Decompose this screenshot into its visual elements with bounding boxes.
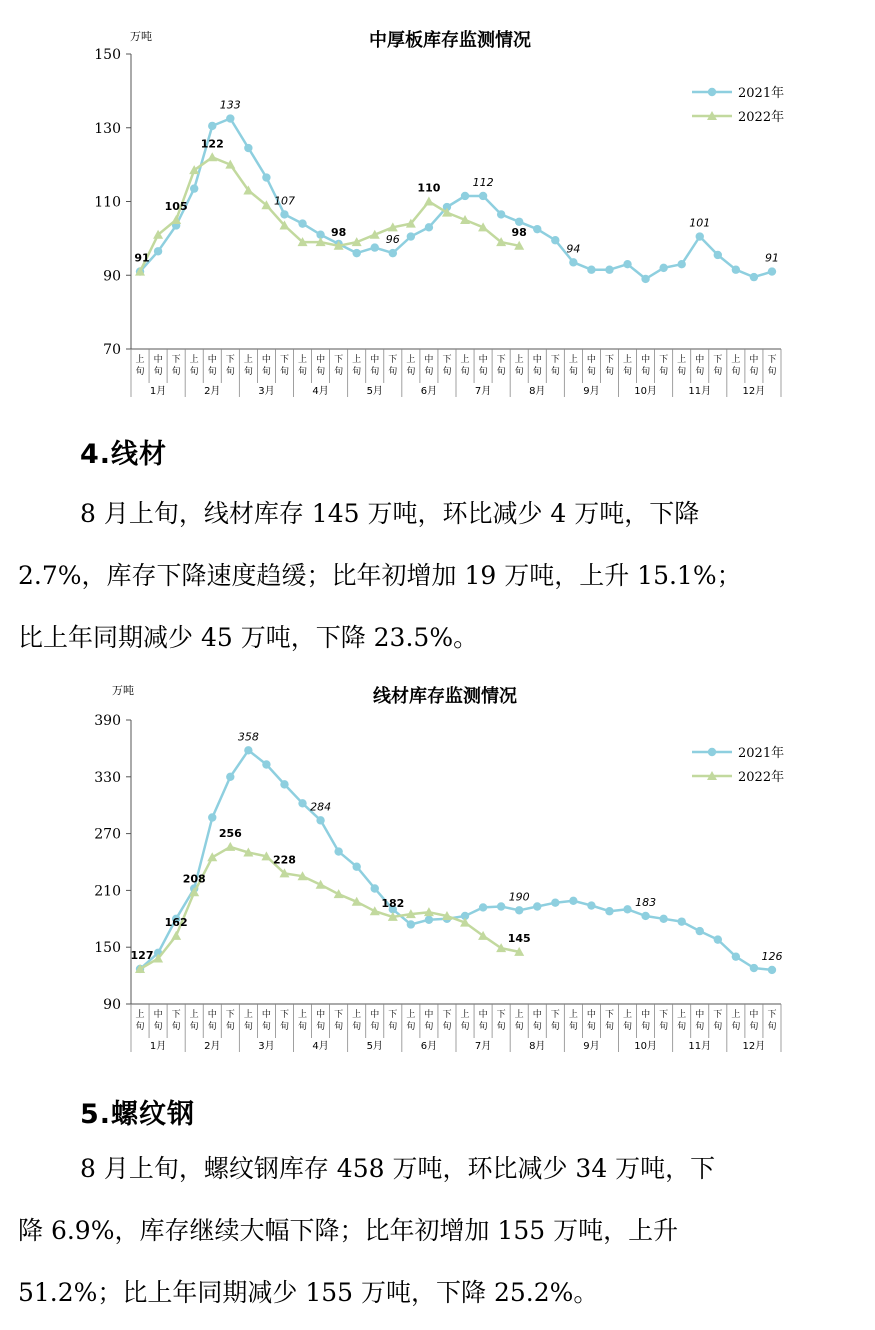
x-tick-label-top: 上	[189, 1010, 199, 1020]
x-tick-label-bottom: 旬	[316, 367, 326, 377]
x-tick-label-top: 中	[641, 1010, 651, 1020]
x-tick-label-bottom: 旬	[261, 367, 271, 377]
data-point-2021	[696, 232, 704, 240]
data-point-2021	[623, 905, 631, 913]
x-tick-label-top: 下	[496, 355, 506, 365]
x-tick-label-top: 中	[586, 355, 596, 365]
x-tick-label-top: 中	[370, 1010, 380, 1020]
x-tick-label-bottom: 旬	[135, 1022, 145, 1032]
data-label: 182	[381, 896, 405, 910]
data-point-2021	[461, 192, 469, 200]
data-point-2021	[641, 912, 649, 920]
data-point-2021	[226, 114, 234, 122]
x-tick-label-top: 下	[171, 1010, 181, 1020]
x-tick-label-bottom: 旬	[659, 367, 669, 377]
x-tick-label-bottom: 旬	[641, 367, 651, 377]
x-tick-label-top: 上	[677, 355, 687, 365]
section-5-line-2: 降 6.9%，库存继续大幅下降；比年初增加 155 万吨，上升	[18, 1216, 679, 1245]
y-tick-label: 330	[94, 769, 121, 786]
series-line-2022年	[140, 847, 519, 969]
x-month-label: 12月	[742, 386, 766, 397]
section-5-paragraph	[18, 1138, 860, 1324]
x-tick-label-bottom: 旬	[153, 1022, 163, 1032]
data-label: 133	[219, 98, 241, 112]
x-month-label: 1月	[149, 386, 167, 397]
x-tick-label-bottom: 旬	[460, 367, 470, 377]
x-month-label: 8月	[529, 386, 546, 397]
x-tick-label-bottom: 旬	[279, 367, 289, 377]
data-label: 162	[164, 915, 188, 929]
x-tick-label-bottom: 旬	[279, 1022, 289, 1032]
x-tick-label-top: 中	[207, 355, 217, 365]
data-label: 122	[200, 137, 224, 151]
x-tick-label-top: 中	[695, 1010, 705, 1020]
data-point-2021	[298, 799, 306, 807]
x-tick-label-top: 上	[568, 355, 578, 365]
x-tick-label-top: 下	[550, 355, 560, 365]
data-point-2021	[316, 816, 324, 824]
x-tick-label-top: 上	[243, 1010, 253, 1020]
x-tick-label-top: 下	[496, 1010, 506, 1020]
data-point-2022	[225, 842, 235, 851]
data-point-2022	[424, 197, 434, 206]
x-tick-label-top: 下	[334, 1010, 344, 1020]
plate-inventory-chart	[0, 0, 875, 400]
x-tick-label-top: 中	[749, 1010, 759, 1020]
y-tick-label: 390	[94, 713, 121, 729]
x-tick-label-bottom: 旬	[767, 1022, 777, 1032]
x-tick-label-bottom: 旬	[334, 1022, 344, 1032]
y-tick-label: 90	[103, 268, 121, 285]
data-point-2021	[641, 275, 649, 283]
x-tick-label-top: 中	[370, 355, 380, 365]
legend-label: 2021年	[738, 86, 785, 101]
x-month-label: 5月	[366, 386, 383, 397]
x-tick-label-top: 中	[261, 1010, 271, 1020]
data-point-2021	[677, 917, 685, 925]
data-label: 105	[164, 199, 188, 213]
x-tick-label-bottom: 旬	[243, 1022, 253, 1032]
chart-title: 线材库存监测情况	[373, 686, 517, 707]
x-tick-label-top: 上	[568, 1010, 578, 1020]
data-label: 112	[472, 175, 494, 189]
x-tick-label-top: 上	[406, 355, 416, 365]
wire-rod-inventory-chart-svg	[0, 676, 875, 1056]
x-tick-label-bottom: 旬	[388, 1022, 398, 1032]
x-tick-label-bottom: 旬	[225, 367, 235, 377]
data-point-2021	[677, 260, 685, 268]
x-tick-label-top: 下	[225, 355, 235, 365]
x-tick-label-top: 下	[442, 355, 452, 365]
x-tick-label-bottom: 旬	[550, 1022, 560, 1032]
x-tick-label-bottom: 旬	[514, 1022, 524, 1032]
x-tick-label-top: 中	[478, 1010, 488, 1020]
x-tick-label-bottom: 旬	[496, 367, 506, 377]
data-point-2021	[750, 964, 758, 972]
data-point-2021	[497, 210, 505, 218]
data-point-2021	[515, 906, 523, 914]
section-4-heading: 4.线材	[80, 439, 168, 470]
x-tick-label-bottom: 旬	[460, 1022, 470, 1032]
x-tick-label-bottom: 旬	[604, 1022, 614, 1032]
data-point-2021	[605, 266, 613, 274]
x-tick-label-bottom: 旬	[352, 367, 362, 377]
x-month-label: 7月	[474, 1041, 492, 1052]
x-tick-label-top: 中	[695, 355, 705, 365]
x-tick-label-top: 下	[171, 355, 181, 365]
data-point-2021	[371, 243, 379, 251]
x-month-label: 10月	[634, 386, 657, 397]
y-tick-label: 210	[94, 883, 121, 900]
data-point-2021	[659, 264, 667, 272]
x-tick-label-bottom: 旬	[731, 1022, 741, 1032]
x-tick-label-bottom: 旬	[442, 1022, 452, 1032]
data-point-2021	[190, 184, 198, 192]
x-month-label: 8月	[529, 1041, 546, 1052]
x-tick-label-top: 下	[604, 355, 614, 365]
x-tick-label-top: 上	[514, 1010, 524, 1020]
x-tick-label-bottom: 旬	[623, 367, 633, 377]
data-point-2021	[389, 249, 397, 257]
x-tick-label-bottom: 旬	[334, 367, 344, 377]
data-point-2021	[407, 232, 415, 240]
x-tick-label-bottom: 旬	[424, 1022, 434, 1032]
x-tick-label-bottom: 旬	[171, 367, 181, 377]
x-tick-label-bottom: 旬	[189, 367, 199, 377]
section-5-heading: 5.螺纹钢	[80, 1099, 196, 1130]
x-tick-label-bottom: 旬	[767, 367, 777, 377]
x-tick-label-top: 上	[514, 355, 524, 365]
data-point-2021	[533, 902, 541, 910]
x-tick-label-top: 下	[279, 1010, 289, 1020]
data-point-2021	[479, 192, 487, 200]
x-tick-label-top: 上	[298, 1010, 308, 1020]
x-tick-label-top: 上	[623, 1010, 633, 1020]
data-point-2021	[262, 760, 270, 768]
data-point-2021	[551, 236, 559, 244]
x-tick-label-top: 下	[659, 355, 669, 365]
series-line-2022年	[140, 157, 519, 271]
data-point-2021	[208, 122, 216, 130]
x-tick-label-top: 下	[334, 355, 344, 365]
data-point-2021	[768, 966, 776, 974]
x-tick-label-top: 下	[442, 1010, 452, 1020]
x-tick-label-bottom: 旬	[406, 367, 416, 377]
x-month-label: 7月	[474, 386, 492, 397]
x-tick-label-top: 下	[767, 355, 777, 365]
data-point-2021	[479, 903, 487, 911]
x-tick-label-top: 下	[550, 1010, 560, 1020]
section-5-line-1: 8 月上旬，螺纹钢库存 458 万吨，环比减少 34 万吨，下	[80, 1154, 716, 1183]
legend-label: 2021年	[738, 746, 785, 761]
x-tick-label-bottom: 旬	[532, 367, 542, 377]
y-axis-unit-label: 万吨	[130, 30, 152, 43]
data-label: 94	[566, 242, 581, 256]
data-point-2021	[280, 780, 288, 788]
data-label: 98	[330, 225, 347, 239]
x-tick-label-bottom: 旬	[261, 1022, 271, 1032]
x-tick-label-top: 中	[424, 355, 434, 365]
x-tick-label-top: 下	[388, 1010, 398, 1020]
data-point-2021	[262, 173, 270, 181]
data-point-2021	[407, 920, 415, 928]
x-tick-label-top: 中	[153, 1010, 163, 1020]
data-point-2021	[605, 907, 613, 915]
y-tick-label: 130	[94, 120, 121, 137]
x-tick-label-top: 上	[623, 355, 633, 365]
x-tick-label-top: 中	[749, 355, 759, 365]
x-tick-label-top: 中	[586, 1010, 596, 1020]
x-tick-label-top: 下	[713, 355, 723, 365]
x-tick-label-top: 中	[316, 1010, 326, 1020]
data-point-2021	[569, 258, 577, 266]
data-point-2021	[371, 884, 379, 892]
x-tick-label-top: 上	[189, 355, 199, 365]
data-point-2021	[280, 210, 288, 218]
data-label: 208	[182, 872, 206, 886]
x-month-label: 10月	[634, 1041, 657, 1052]
x-tick-label-top: 下	[659, 1010, 669, 1020]
x-tick-label-bottom: 旬	[604, 367, 614, 377]
data-point-2021	[352, 863, 360, 871]
data-point-2021	[569, 897, 577, 905]
x-month-label: 11月	[688, 386, 712, 397]
data-label: 107	[273, 194, 295, 208]
data-point-2021	[696, 927, 704, 935]
x-tick-label-bottom: 旬	[586, 1022, 596, 1032]
data-label: 96	[385, 233, 400, 247]
data-point-2021	[768, 267, 776, 275]
data-label: 284	[310, 800, 332, 814]
x-tick-label-top: 中	[316, 355, 326, 365]
data-point-2021	[425, 223, 433, 231]
legend-marker	[708, 748, 716, 756]
data-point-2021	[659, 915, 667, 923]
x-tick-label-bottom: 旬	[189, 1022, 199, 1032]
y-axis-unit-label: 万吨	[112, 684, 134, 697]
x-tick-label-bottom: 旬	[171, 1022, 181, 1032]
x-tick-label-bottom: 旬	[135, 367, 145, 377]
data-label: 145	[507, 931, 531, 945]
x-tick-label-bottom: 旬	[153, 367, 163, 377]
data-point-2021	[714, 251, 722, 259]
x-tick-label-bottom: 旬	[695, 1022, 705, 1032]
x-month-label: 1月	[149, 1041, 167, 1052]
data-point-2021	[551, 899, 559, 907]
x-month-label: 6月	[420, 386, 438, 397]
legend-label: 2022年	[738, 770, 785, 785]
data-label: 126	[761, 949, 783, 963]
data-point-2021	[714, 935, 722, 943]
x-tick-label-top: 下	[604, 1010, 614, 1020]
legend-label: 2022年	[738, 110, 785, 125]
data-point-2021	[750, 273, 758, 281]
x-tick-label-bottom: 旬	[713, 1022, 723, 1032]
x-month-label: 12月	[742, 1041, 766, 1052]
data-point-2021	[732, 266, 740, 274]
x-month-label: 4月	[312, 386, 329, 397]
x-tick-label-bottom: 旬	[586, 367, 596, 377]
plate-inventory-chart-svg	[0, 0, 875, 400]
data-point-2021	[226, 773, 234, 781]
data-point-2021	[244, 746, 252, 754]
data-label: 190	[508, 890, 530, 904]
x-tick-label-bottom: 旬	[713, 367, 723, 377]
x-tick-label-top: 中	[532, 355, 542, 365]
x-tick-label-top: 上	[460, 1010, 470, 1020]
x-tick-label-bottom: 旬	[298, 367, 308, 377]
legend-marker	[708, 88, 716, 96]
data-label: 110	[417, 181, 441, 195]
series-line-2021年	[140, 750, 772, 970]
data-label: 256	[218, 826, 242, 840]
x-month-label: 9月	[583, 1041, 600, 1052]
x-tick-label-bottom: 旬	[514, 367, 524, 377]
x-tick-label-bottom: 旬	[316, 1022, 326, 1032]
data-point-2021	[533, 225, 541, 233]
x-tick-label-top: 上	[731, 355, 741, 365]
data-point-2022	[171, 931, 181, 940]
data-point-2021	[244, 144, 252, 152]
data-point-2021	[352, 249, 360, 257]
data-point-2021	[154, 247, 162, 255]
x-tick-label-bottom: 旬	[568, 1022, 578, 1032]
data-label: 101	[689, 216, 711, 230]
x-tick-label-top: 中	[478, 355, 488, 365]
x-tick-label-bottom: 旬	[298, 1022, 308, 1032]
x-tick-label-top: 下	[713, 1010, 723, 1020]
x-tick-label-top: 上	[406, 1010, 416, 1020]
x-month-label: 2月	[204, 1041, 221, 1052]
x-tick-label-bottom: 旬	[677, 1022, 687, 1032]
x-tick-label-bottom: 旬	[731, 367, 741, 377]
data-point-2021	[587, 266, 595, 274]
section-5-line-3: 51.2%；比上年同期减少 155 万吨，下降 25.2%。	[18, 1278, 599, 1307]
x-tick-label-top: 上	[135, 1010, 145, 1020]
x-month-label: 11月	[688, 1041, 712, 1052]
x-month-label: 9月	[583, 386, 600, 397]
x-tick-label-top: 下	[225, 1010, 235, 1020]
data-label: 127	[130, 948, 154, 962]
x-tick-label-top: 中	[641, 355, 651, 365]
x-tick-label-bottom: 旬	[225, 1022, 235, 1032]
x-tick-label-bottom: 旬	[406, 1022, 416, 1032]
data-label: 358	[237, 730, 259, 744]
x-tick-label-bottom: 旬	[478, 367, 488, 377]
x-tick-label-bottom: 旬	[677, 367, 687, 377]
x-tick-label-bottom: 旬	[243, 367, 253, 377]
x-tick-label-top: 下	[279, 355, 289, 365]
x-month-label: 6月	[420, 1041, 438, 1052]
x-tick-label-bottom: 旬	[659, 1022, 669, 1032]
chart-title: 中厚板库存监测情况	[369, 30, 531, 51]
x-tick-label-top: 中	[261, 355, 271, 365]
data-point-2021	[515, 218, 523, 226]
section-4-paragraph	[18, 483, 860, 669]
x-tick-label-bottom: 旬	[496, 1022, 506, 1032]
data-point-2022	[207, 152, 217, 161]
x-tick-label-bottom: 旬	[641, 1022, 651, 1032]
x-tick-label-bottom: 旬	[207, 367, 217, 377]
x-month-label: 4月	[312, 1041, 329, 1052]
x-month-label: 3月	[258, 1041, 275, 1052]
x-month-label: 2月	[204, 386, 221, 397]
data-label: 183	[635, 895, 657, 909]
x-tick-label-top: 上	[460, 355, 470, 365]
x-tick-label-top: 中	[532, 1010, 542, 1020]
y-tick-label: 70	[103, 342, 121, 358]
x-tick-label-top: 中	[153, 355, 163, 365]
data-label: 91	[764, 251, 779, 265]
x-tick-label-bottom: 旬	[442, 367, 452, 377]
data-label: 98	[511, 225, 527, 239]
data-label: 91	[134, 251, 150, 265]
x-tick-label-bottom: 旬	[424, 367, 434, 377]
data-point-2021	[334, 847, 342, 855]
data-point-2021	[497, 902, 505, 910]
y-tick-label: 270	[94, 826, 121, 843]
x-tick-label-bottom: 旬	[568, 367, 578, 377]
x-month-label: 3月	[258, 386, 275, 397]
x-tick-label-bottom: 旬	[352, 1022, 362, 1032]
x-tick-label-bottom: 旬	[478, 1022, 488, 1032]
x-tick-label-bottom: 旬	[550, 367, 560, 377]
section-4-line-3: 比上年同期减少 45 万吨，下降 23.5%。	[18, 623, 479, 652]
x-tick-label-top: 上	[352, 1010, 362, 1020]
data-point-2021	[587, 901, 595, 909]
section-4-line-2: 2.7%，库存下降速度趋缓；比年初增加 19 万吨，上升 15.1%；	[18, 561, 742, 590]
x-tick-label-bottom: 旬	[695, 367, 705, 377]
x-tick-label-bottom: 旬	[207, 1022, 217, 1032]
data-point-2021	[732, 952, 740, 960]
y-tick-label: 150	[94, 940, 121, 957]
x-tick-label-bottom: 旬	[532, 1022, 542, 1032]
data-point-2021	[298, 219, 306, 227]
x-tick-label-top: 下	[388, 355, 398, 365]
x-tick-label-bottom: 旬	[623, 1022, 633, 1032]
x-tick-label-bottom: 旬	[749, 1022, 759, 1032]
x-tick-label-bottom: 旬	[370, 1022, 380, 1032]
x-tick-label-bottom: 旬	[388, 367, 398, 377]
x-tick-label-bottom: 旬	[749, 367, 759, 377]
x-tick-label-top: 上	[731, 1010, 741, 1020]
x-tick-label-top: 上	[352, 355, 362, 365]
section-4-line-1: 8 月上旬，线材库存 145 万吨，环比减少 4 万吨，下降	[80, 499, 700, 528]
x-tick-label-bottom: 旬	[370, 367, 380, 377]
data-point-2021	[208, 813, 216, 821]
x-tick-label-top: 中	[424, 1010, 434, 1020]
x-tick-label-top: 上	[243, 355, 253, 365]
y-tick-label: 90	[103, 997, 121, 1013]
x-tick-label-top: 上	[135, 355, 145, 365]
data-point-2022	[207, 852, 217, 861]
x-tick-label-top: 上	[677, 1010, 687, 1020]
data-point-2021	[425, 916, 433, 924]
x-month-label: 5月	[366, 1041, 383, 1052]
wire-rod-inventory-chart	[0, 676, 875, 1056]
data-label: 228	[272, 853, 296, 867]
x-tick-label-top: 中	[207, 1010, 217, 1020]
x-tick-label-top: 下	[767, 1010, 777, 1020]
x-tick-label-top: 上	[298, 355, 308, 365]
series-line-2021年	[140, 119, 772, 279]
y-tick-label: 150	[94, 47, 121, 63]
y-tick-label: 110	[94, 194, 121, 211]
data-point-2021	[623, 260, 631, 268]
